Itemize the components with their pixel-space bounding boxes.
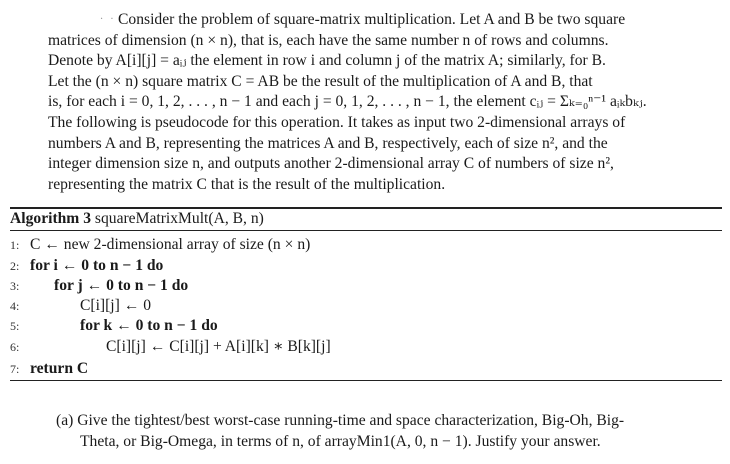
- algorithm-line: [10, 257, 163, 277]
- question-a: [56, 410, 716, 452]
- scan-artifact-dots: · ·: [100, 14, 116, 25]
- statement-line: Denote by A[i][j] = aᵢⱼ the element in row i and column j of the matrix A; similarly, for B.: [48, 52, 606, 70]
- line-number: 4:: [10, 299, 20, 313]
- line-code: return C: [30, 360, 89, 377]
- algorithm-line: [10, 337, 331, 357]
- statement-line: numbers A and B, representing the matrices A and B, respectively, each of size n², and the: [48, 134, 608, 152]
- statement-line: representing the matrix C that is the result of the multiplication.: [48, 175, 446, 193]
- algorithm-line: [10, 360, 88, 380]
- line-number: 7:: [10, 362, 20, 376]
- statement-line: Let the (n × n) square matrix C = AB be the result of the multiplication of A and B, that: [48, 72, 593, 90]
- question-line: Theta, or Big-Omega, in terms of n, of arrayMin1(A, 0, n − 1). Justify your answer.: [80, 433, 601, 450]
- line-code: for j ← 0 to n − 1 do: [54, 277, 189, 294]
- statement-line: The following is pseudocode for this operation. It takes as input two 2-dimensional arrays of: [48, 113, 626, 131]
- line-number: 2:: [10, 259, 20, 273]
- line-number: 1:: [10, 238, 20, 252]
- statement-line: integer dimension size n, and outputs another 2-dimensional array C of numbers of size n²,: [48, 155, 614, 173]
- statement-line: Consider the problem of square-matrix multiplication. Let A and B be two square: [118, 11, 626, 28]
- algorithm-line: [10, 277, 188, 297]
- line-code: C ← new 2-dimensional array of size (n × n): [30, 236, 311, 253]
- line-number: 5:: [10, 319, 20, 333]
- algorithm-header-rule: [10, 230, 722, 231]
- algorithm-header: [10, 210, 264, 228]
- line-code: C[i][j] ← 0: [80, 297, 152, 314]
- algorithm-line: [10, 236, 310, 256]
- algorithm-top-rule: [10, 207, 722, 209]
- line-number: 6:: [10, 340, 20, 354]
- algorithm-line: [10, 317, 218, 337]
- algorithm-bottom-rule: [10, 380, 722, 381]
- statement-line: matrices of dimension (n × n), that is, each have the same number n of rows and columns.: [48, 31, 609, 49]
- question-line: (a) Give the tightest/best worst-case running-time and space characterization, Big-Oh, Big-: [56, 412, 625, 429]
- statement-line: is, for each i = 0, 1, 2, . . . , n − 1 and each j = 0, 1, 2, . . . , n − 1, the element cᵢⱼ = Σₖ₌₀ⁿ⁻¹ aᵢₖbₖⱼ.: [48, 93, 647, 111]
- line-code: C[i][j] ← C[i][j] + A[i][k] ∗ B[k][j]: [106, 338, 331, 355]
- algorithm-signature: squareMatrixMult(A, B, n): [94, 210, 264, 227]
- algorithm-label: Algorithm 3: [10, 210, 91, 227]
- line-code: for i ← 0 to n − 1 do: [30, 257, 164, 274]
- problem-statement: [48, 10, 714, 195]
- line-code: for k ← 0 to n − 1 do: [80, 317, 218, 334]
- line-number: 3:: [10, 279, 20, 293]
- algorithm-line: [10, 297, 151, 317]
